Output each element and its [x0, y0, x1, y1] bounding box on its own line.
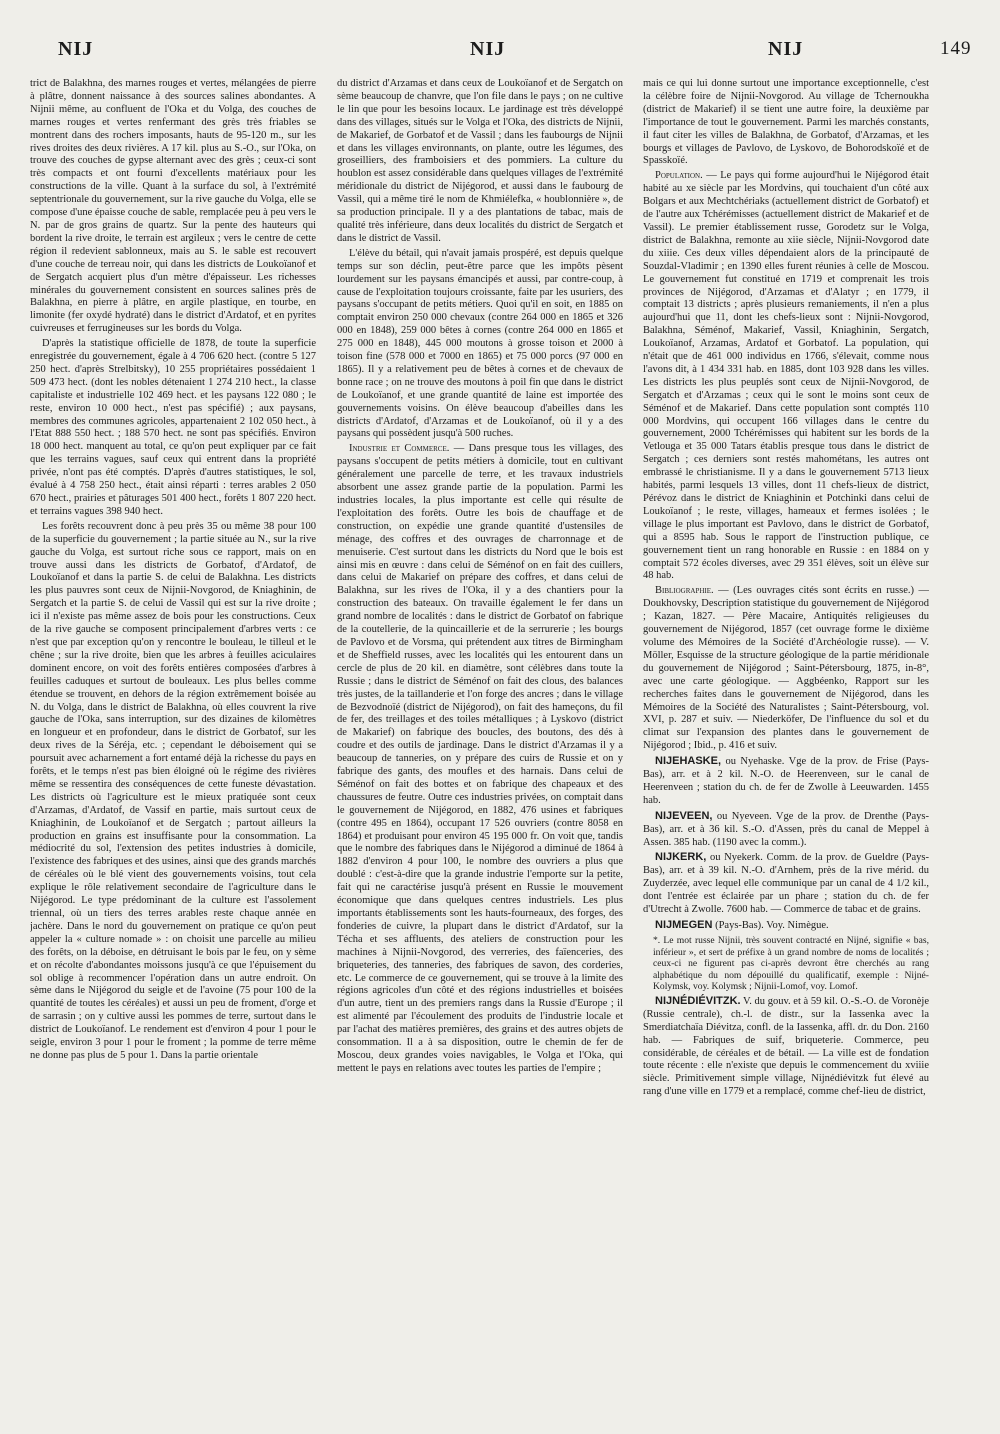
industry-text: — Dans presque tous les villages, des paysans s'occupent de petits métiers à domicile, tout en cultivant généralement une parcelle de terre, et les travaux industriels absorbent une assez grande partie de la population. Parmi les industries locales, la plus importante est celle qui résulte de l'exploitation des forêts. Outre les bois de chauffage et de construction, on expédie une grande quantité d'ustensiles de ménage, des coffres et des ouvrages de charronnage et de menuiserie. C'est surtout dans les districts du Nord que le bois est ainsi mis en œuvre : dans celui de Séménof on en fait des cuillers, dans celui de Makarief on prépare des coffres, et dans celui de Balakhna, sur les rives de l'Oka, il y a des chantiers pour la construction des bateaux. On travaille également le fer dans un grand nombre de localités : dans le district de Gorbatof on fabrique de la coutellerie, de la quincaillerie et de la serrurerie ; les bourgs de Pavlovo et de Vorsma, qui prétendent aux titres de Birmingham et de Sheffield russes, avec les localités qui les entourent dans un cercle de plus de 20 kil. en diamètre, sont célèbres dans toute la Russie ; dans le district de Séménof on fait des clous, des balances très justes, de la taillanderie et l'on forge des ancres ; dans le village de Bezvodnoïé (district de Nijégorod), on fait des hameçons, du fil de fer, des treillages et des toiles métalliques ; à Lyskovo (district de Makarief) on fabrique des boucles, des boutons, des dés à coudre et des outils de jardinage. Dans le district d'Arzamas il y a beaucoup de tanneries, on y prépare des cuirs de Russie et on y fabrique des gants, des moufles et des harnais. Dans celui de Séménof on fait des bottes et on fabrique des chapeaux et des chaussures de feutre. Outre ces industries privées, on comptait dans le gouvernement de Nijégorod, en 1882, 476 usines et fabriques (contre 495 en 1864), occupant 17 526 ouvriers (contre 8058 en 1864) et produisant pour environ 45 195 000 fr. On voit que, tandis que le nombre des fabriques dans le Nijégorod a diminué de 1864 à 1882 d'environ 4 pour 100, le nombre des ouvriers a plus que doublé : c'est-à-dire que la grande industrie l'emporte sur la petite, fait qui ne caractérise jusqu'à présent en Russie le mouvement économique que dans quelques centres industriels. Les plus importants établissements sont les hauts-fourneaux, des forges, des fonderies de cuivre, la plupart dans le district d'Ardatof, sur la Técha et ses affluents, des ateliers de construction pour les machines à Nijnii-Novgorod, des verreries, des faïenceries, des briqueteries, des tanneries, des fabriques de savon, des corderies, etc. Le commerce de ce gouvernement, qui se trouve à la limite des régions agricoles d'un côté et des régions industrielles et boisées d'un autre, tient un des premiers rangs dans la Russie d'Europe ; il est alimenté par l'écoulement des produits de l'industrie locale et par l'achat des matières premières, des grains et des autres objets de consommation. Il a à sa disposition, outre le chemin de fer de Moscou, deux grandes voies navigables, le Volga et l'Oka, qui mettent le pays en relations avec toutes les parties de l'empire ;	[337, 443, 623, 1074]
section-heading-population: Population.	[655, 170, 703, 182]
paragraph-fairs: mais ce qui lui donne surtout une importance exceptionnelle, c'est la célèbre foire de Nijnii-Novgorod. Au village de Tchernoukha (district de Makarief) il se tient une autre foire, la deuxième par l'importance de tout le gouvernement. Parmi les marchés constants, il faut citer les villes de Balakhna, de Gorbatof, d'Arzamas, et les bourgs et villages de Pavlovo, de Lyskovo, de Bohorodskoïé et de Spasskoïé.	[643, 78, 929, 167]
entry-text: V. du gouv. et à 59 kil. O.-S.-O. de Voronèje (Russie centrale), ch.-l. de distr., sur la Iassenka avec la Smerdiatchaïa Diévitza, confl. de la Iassenka, affl. dr. du Don. 2160 hab. — Fabriques de suif, briqueterie. Commerce, peu considérable, de céréales et de bétail. — La ville est de fondation toute récente : elle n'existe que depuis le commencement du xviiie siècle. Primitivement simple village, Nijnédiévitzk fut élevé au rang d'une ville en 1779 et a remplacé, comme chef-lieu de district,	[643, 995, 929, 1098]
paragraph-population	[643, 170, 929, 583]
column-3	[643, 78, 929, 1408]
running-head-center: NIJ	[470, 38, 506, 60]
running-head-left: NIJ	[58, 38, 94, 60]
entry-nijehaske	[643, 755, 929, 808]
column-1	[30, 78, 316, 1408]
entry-nijnedievitzk	[643, 995, 929, 1099]
headword: NIJEVEEN,	[655, 809, 713, 822]
headword: NIJKERK,	[655, 851, 707, 864]
running-head-right: NIJ	[768, 38, 804, 60]
footnote: *. Le mot russe Nijnii, très souvent contracté en Nijné, signifie « bas, inférieur », et sert de préfixe à un grand nombre de noms de localités ; ceux-ci ne figurent pas ci-après devront être cherchés au rang alphabétique du nom dépouillé du qualificatif, exemple : Nijné-Kolymsk, voy. Kolymsk ; Nijnii-Lomof, voy. Lomof.	[653, 934, 929, 993]
paragraph-crops: du district d'Arzamas et dans ceux de Loukoïanof et de Sergatch on sème beaucoup de chanvre, que l'on file dans le pays ; on ne cultive le lin que pour les besoins locaux. Le jardinage est très développé dans des villages, situés sur le Volga et l'Oka, des districts de Nijnii, de Makarief, de Gorbatof et de Vassil ; dans les faubourgs de Nijnii et dans les villages environnants, on plante, outre les légumes, des groseilliers, des framboisiers et des pommiers. La culture du houblon est assez considérable dans quelques villages de l'extrémité méridionale du district de Nijégorod, et aussi dans le faubourg de Vassil, qui a même tiré le nom de Khmiélefka, « houblonnière », de sa production principale. Il y a des plantations de tabac, mais de qualité très inférieure, dans deux localités du district de Sergatch et dans le district de Vassil.	[337, 78, 623, 244]
population-text: — Le pays qui forme aujourd'hui le Nijégorod était habité au xe siècle par les Mordvins, qui touchaient d'un côté aux Bolgars et aux Mechtchériaks (actuellement district de Gorbatof) et de l'autre aux Tchérémisses (actuellement district de Makarief et de Vassil). Le premier établissement russe, Gorodetz sur le Volga, district de Balakhna, remonte au xiie siècle, Nijnii-Novgorod date du xiiie. Ces deux villes dépendaient alors de la principauté de Souzdal-Vladimir ; en 1390 elles furent réunies à celle de Moscou. Le gouvernement fut constitué en 1719 et comprenait les trois provinces de Nijégorod, d'Arzamas et d'Alatyr ; en 1779, il comptait 13 districts ; après plusieurs remaniements, il n'en a plus aujourd'hui que 11, dont les chefs-lieux sont : Nijnii-Novgorod, Balakhna, Séménof, Makarief, Vassil, Kniaghinin, Sergatch, Loukoïanof, Arzamas, Ardatof et Gorbatof. La population, qui n'était que de 461 000 individus en 1766, s'élevait, comme nous l'avons dit, à 1 434 331 hab. en 1885, dont 103 928 dans les villes. Les districts les plus peuplés sont ceux de Nijnii-Novgorod, de Sergatch et d'Arzamas ; ceux qui le sont le moins sont ceux de Séménof et de Makarief. Dans cette population sont comptés 110 000 Mordvins, qui occupent 166 villages dans le centre du gouvernement, 2000 Tchérémisses qui habitent sur les bords de la Vetlouga et 35 000 Tatars établis presque tous dans le district de Sergatch ; ces derniers sont restés mahométans, les autres ont embrassé le christianisme. Il y a dans le gouvernement 5713 lieux habités, parmi lesquels 13 villes, dont 11 chefs-lieux de district, Pérévoz dans le district de Kniaghinin et Potchinki dans celui de Loukoïanof ; le reste, villages, hameaux et fermes isolées ; le village le plus important est Pavlovo, dans le district de Gorbatof, qui a 8595 hab. Sous le rapport de l'instruction publique, ce gouvernement tient un rang honorable en Russie : en 1884 on y comptait 572 écoles diverses, avec 29 351 élèves, soit un élève sur 48 hab.	[643, 170, 929, 582]
paragraph-livestock: L'élève du bétail, qui n'avait jamais prospéré, est depuis quelque temps sur son déclin, peut-être parce que les impôts pèsent lourdement sur les paysans émancipés et aussi, par contre-coup, à cause de l'exploitation toujours croissante, faite par les usuriers, des paysans s'occupant de petits métiers. Quoi qu'il en soit, en 1885 on comptait environ 250 000 chevaux (contre 264 000 en 1865 et 326 000 en 1848), 259 000 bêtes à cornes (contre 264 000 en 1865 et 275 000 en 1848), 445 000 moutons à grosse toison et 2000 à toison fine (578 000 et 7000 en 1865) et 75 000 porcs (97 000 en 1865). Il y a relativement peu de bêtes à cornes et de chevaux de bonne race ; on ne trouve des moutons à poil fin que dans le district de Loukoïanof, et une grande quantité de laine est importée des gouvernements voisins. On élève beaucoup d'abeilles dans les districts d'Ardatof, d'Arzamas et de Loukoïanof, où il y a des paysans qui possèdent jusqu'à 500 ruches.	[337, 247, 623, 440]
entry-nijeveen	[643, 810, 929, 850]
entry-nijmegen	[643, 919, 929, 933]
section-heading-industry: Industrie et Commerce.	[349, 443, 450, 455]
paragraph-industry	[337, 443, 623, 1075]
bibliography-text: — (Les ouvrages cités sont écrits en russe.) — Doukhovsky, Description statistique du gouvernement de Nijégorod ; Kazan, 1827. — Père Macaire, Antiquités religieuses du gouvernement de Nijégorod, 1857 (cet ouvrage forme le dixième volume des Mémoires de la Société d'Archéologie russe). — V. Möller, Esquisse de la structure géologique de la partie méridionale du gouvernement de Nijégorod ; Saint-Pétersbourg, 1875, in-8°, avec une carte géologique. — Aggbéenko, Rapport sur les recherches faites dans le gouvernement de Nijégorod, dans les Mémoires de la Société des Naturalistes ; Saint-Pétersbourg, vol. XVI, p. 287 et suiv. — Niederköfer, De l'influence du sol et du climat sur l'expansion des plantes dans le gouvernement de Nijégorod ; Ibid., p. 416 et suiv.	[643, 585, 929, 752]
entry-text: ou Nyehaske. Vge de la prov. de Frise (Pays-Bas), arr. et à 2 kil. N.-O. de Heerenveen, sur le canal de Heerenveen ; station du ch. de fer de Zwolle à Leeuwarden. 1455 hab.	[643, 756, 929, 806]
headword: NIJMEGEN	[655, 919, 713, 931]
section-heading-bibliography: Bibliographie.	[655, 585, 714, 597]
entry-nijkerk	[643, 851, 929, 917]
column-2	[337, 78, 623, 1408]
paragraph-geology: trict de Balakhna, des marnes rouges et vertes, mélangées de pierre à plâtre, donnent naissance à des sources salines abondantes. A Nijnii même, au confluent de l'Oka et du Volga, des couches de marnes rouges et vertes renfermant des grès très friables se montrent dans des rochers imposants, hauts de 95-120 m., sur les rives droites des deux rivières. A 17 kil. plus au S.-O., sur l'Oka, on trouve des couches de gypse alternant avec des grès ; ceux-ci sont très compacts et ont fourni d'excellents matériaux pour les constructions de la ville. Quant à la surface du sol, à l'extrémité septentrionale du gouvernement, sur la rive gauche du Volga, elle se compose d'une épaisse couche de sable, remplacée peu à peu vers le N. par de gros grains de quartz. Sur la pente des hauteurs qui bordent la rive droite, le terrain est argileux ; vers le centre de cette région il redevient sablonneux, mais au S. le sable est recouvert d'une couche de terreau noir, qui dans les districts de Loukoïanof et de Sergatch acquiert plus d'un mètre d'épaisseur. Les richesses minérales du gouvernement consistent en sources salines près de Balakhna, en pierre à plâtre, en argile plastique, en tourbe, en limonite (fer oxydé hydraté) dans le district d'Ardatof, et en pyrites cuivreuses et ferrugineuses sur les bords du Volga.	[30, 78, 316, 335]
paragraph-forests-agriculture: Les forêts recouvrent donc à peu près 35 ou même 38 pour 100 de la superficie du gouvernement ; la partie située au N., sur la rive gauche du Volga, est surtout riche sous ce rapport, mais on en trouve aussi dans les districts de Gorbatof, d'Ardatof, de Loukoïanof et dans la partie S. de celui de Balakhna. Les districts les plus pauvres sont ceux de Nijnii-Novgorod, de Kniaghinin, de Sergatch et la partie S. de celui de Vassil qui est sur la rive droite ; ici il n'existe pas même assez de bois pour les constructions. Ceux de la rive gauche se composent principalement d'arbres verts : ce n'est que par exception qu'on y rencontre le bouleau, le tilleul et le chêne ; sur la rive droite, bien que les arbres à feuilles aciculaires dominent encore, on voit des forêts entières composées d'arbres à feuilles caduques et surtout de bouleaux. Les plus belles comme étendue se trouvent, en dehors de la région extrêmement boisée au N. du Volga, dans le district de Balakhna, où elles couvrent la rive gauche de l'Oka, sans interruption, sur des dizaines de kilomètres en longueur et en profondeur, dans le district de Gorbatof, sur les deux rives de la Séréja, etc. ; cependant le déboisement qui se poursuit avec acharnement a fort entamé déjà la richesse du pays en forêts, et le temps n'est pas bien éloigné où le régime des rivières même se ressentira des conséquences de cette funeste dévastation. Les districts où l'agriculture est le mieux pratiquée sont ceux d'Arzamas, d'Ardatof, de Vassif en partie, mais surtout ceux de Kniaghinin, de Loukoïanof et de Sergatch ; partout ailleurs la production en grains est insuffisante pour la consommation. La médiocrité du sol, l'extension des petites industries à domicile, l'existence des fabriques et des usines, ainsi que des grands marchés de céréales où le blé vient des gouvernements voisins, tout cela explique le rôle relativement secondaire de l'agriculture dans le Nijégorod. Le type prédominant de la culture est l'assolement triennal, où un tiers des terres arables reste chaque année en jachère. Dans le nord du gouvernement on pratique ce qu'on peut appeler la « culture nomade » : on choisit une parcelle au milieu des forêts, on la déboise, en détruisant le bois par le feu, on y sème et on récolte d'abondantes moissons jusqu'à ce que l'épuisement du sol oblige à recommencer l'opération dans un autre endroit. On sème dans le Nijégorod du seigle et de l'avoine (75 pour 100 de la quantité de toutes les céréales) et aussi un peu de froment, d'orge et de sarrasin ; on y cultive aussi les pommes de terre, surtout dans le district de Loukoïanof. Le rendement est d'environ 4 pour 1 pour le seigle, environ 3 pour 1 pour le froment ; la pomme de terre même ne donne pas plus de 5 pour 1. Dans la partie orientale	[30, 520, 316, 1061]
paragraph-land-statistics: D'après la statistique officielle de 1878, de toute la superficie enregistrée du gouvernement, égale à 4 706 620 hect. (contre 5 127 250 hect. d'après Strelbitsky), 10 255 propriétaires possédaient 1 509 473 hect. (dont les nobles détenaient 1 274 210 hect., la classe capitaliste et industrielle 102 469 hect. et les paysans 122 080 ; le reste, environ 10 000 hect., n'est pas spécifié) ; aux paysans, membres des communes agricoles, appartenaient 2 102 050 hect., à l'Etat 888 550 hect. ; 188 570 hect. ne sont pas spécifiés. Environ 18 000 hect. manquent au total, ce qu'on peut expliquer par ce fait que les terrains vagues, sauf ceux qui entrent dans la propriété privée, n'ont pas été comptés. D'après d'autres statistiques, le sol, évalué à 4 758 250 hect., était ainsi réparti : terres arables 2 050 670 hect., prairies et pâturages 501 400 hect., forêts 1 807 220 hect. et terrains vagues 398 940 hect.	[30, 338, 316, 517]
paragraph-bibliography	[643, 585, 929, 753]
entry-text: (Pays-Bas). Voy. Nimègue.	[712, 920, 829, 931]
entry-text: ou Nyekerk. Comm. de la prov. de Gueldre (Pays-Bas), arr. et à 39 kil. N.-O. d'Arnhem, près de la rive mérid. du Zuyderzée, avec lequel elle communique par un canal de 4 1/2 kil., dont l'entrée est éclairée par un phare ; station du ch. de fer d'Utrecht à Zwolle. 7600 hab. — Commerce de tabac et de grains.	[643, 852, 929, 916]
entry-text: ou Nyeveen. Vge de la prov. de Drenthe (Pays-Bas), arr. et à 36 kil. S.-O. d'Assen, près du canal de Meppel à Assen. 385 hab. (1190 avec la comm.).	[643, 810, 929, 848]
headword: NIJNÉDIÉVITZK.	[655, 994, 741, 1007]
headword: NIJEHASKE,	[655, 755, 722, 768]
page-number: 149	[940, 38, 972, 59]
